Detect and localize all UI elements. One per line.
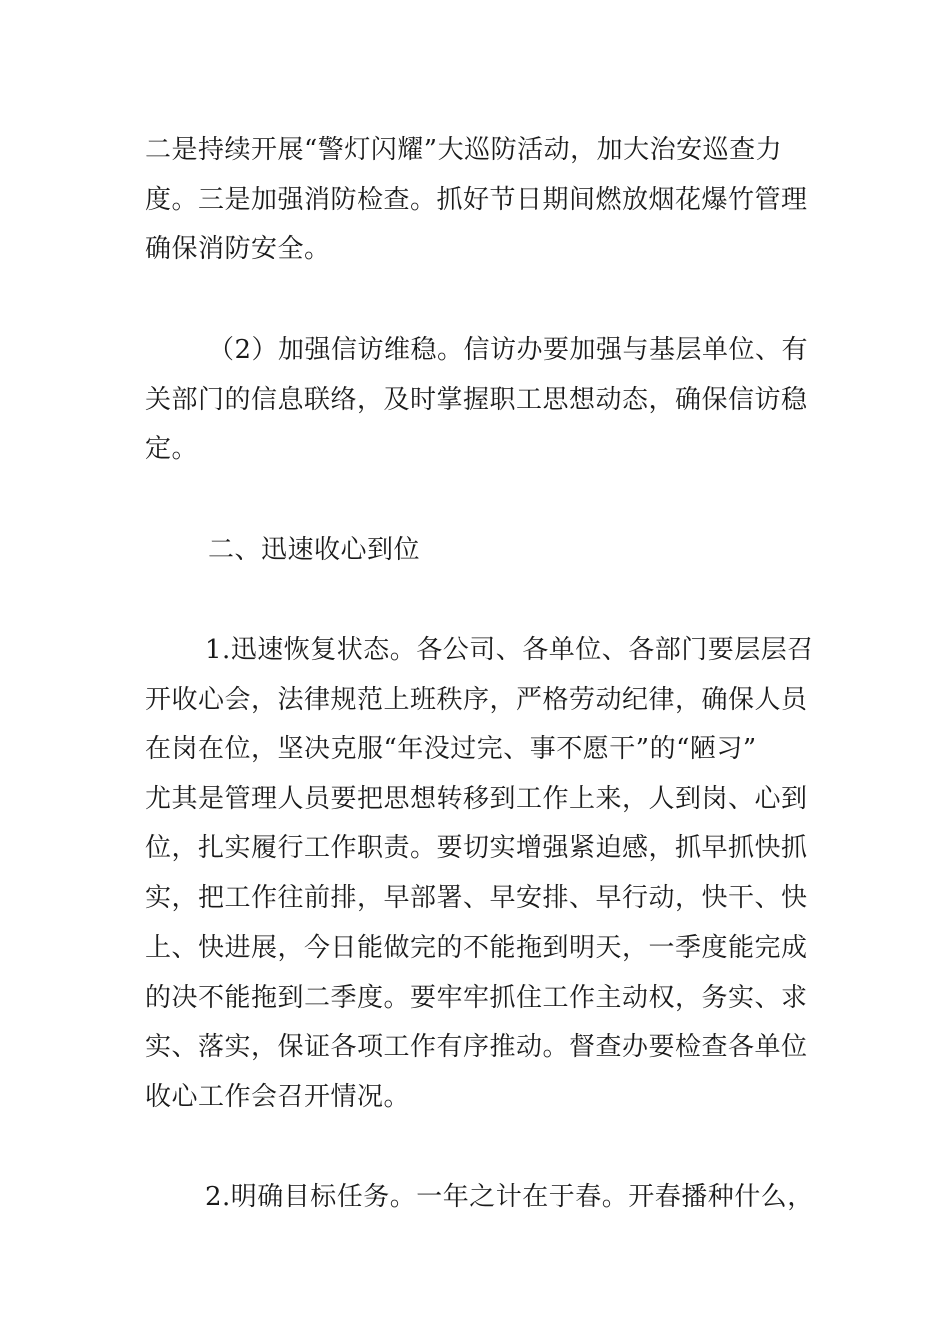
paragraph-line: 开收心会，法律规范上班秩序，严格劳动纪律，确保人员: [145, 685, 808, 715]
paragraph-line: 实，把工作往前排，早部署、早安排、早行动，快干、快: [145, 883, 808, 913]
paragraph-line: 尤其是管理人员要把思想转移到工作上来，人到岗、心到: [145, 784, 808, 814]
paragraph-line: 2.明确目标任务。一年之计在于春。开春播种什么，: [205, 1182, 814, 1212]
section-heading: 二、迅速收心到位: [208, 535, 421, 565]
paragraph-line: 定。: [145, 434, 199, 464]
paragraph-line: 1.迅速恢复状态。各公司、各单位、各部门要层层召: [205, 635, 814, 665]
paragraph-line: 位，扎实履行工作职责。要切实增强紧迫感，抓早抓快抓: [145, 833, 808, 863]
paragraph-line: 收心工作会召开情况。: [145, 1082, 411, 1112]
paragraph-line: 实、落实，保证各项工作有序推动。督查办要检查各单位: [145, 1032, 808, 1062]
paragraph-line: 关部门的信息联络，及时掌握职工思想动态，确保信访稳: [145, 385, 808, 415]
paragraph-line: 的决不能拖到二季度。要牢牢抓住工作主动权，务实、求: [145, 983, 808, 1013]
paragraph-line: （2）加强信访维稳。信访办要加强与基层单位、有: [208, 335, 809, 365]
paragraph-line: 上、快进展，今日能做完的不能拖到明天，一季度能完成: [145, 933, 808, 963]
paragraph-line: 度。三是加强消防检查。抓好节日期间燃放烟花爆竹管理: [145, 185, 808, 215]
paragraph-line: 二是持续开展“警灯闪耀”大巡防活动，加大治安巡查力: [145, 135, 783, 165]
paragraph-line: 在岗在位，坚决克服“年没过完、事不愿干”的“陋习”: [145, 734, 757, 764]
paragraph-line: 确保消防安全。: [145, 234, 331, 264]
